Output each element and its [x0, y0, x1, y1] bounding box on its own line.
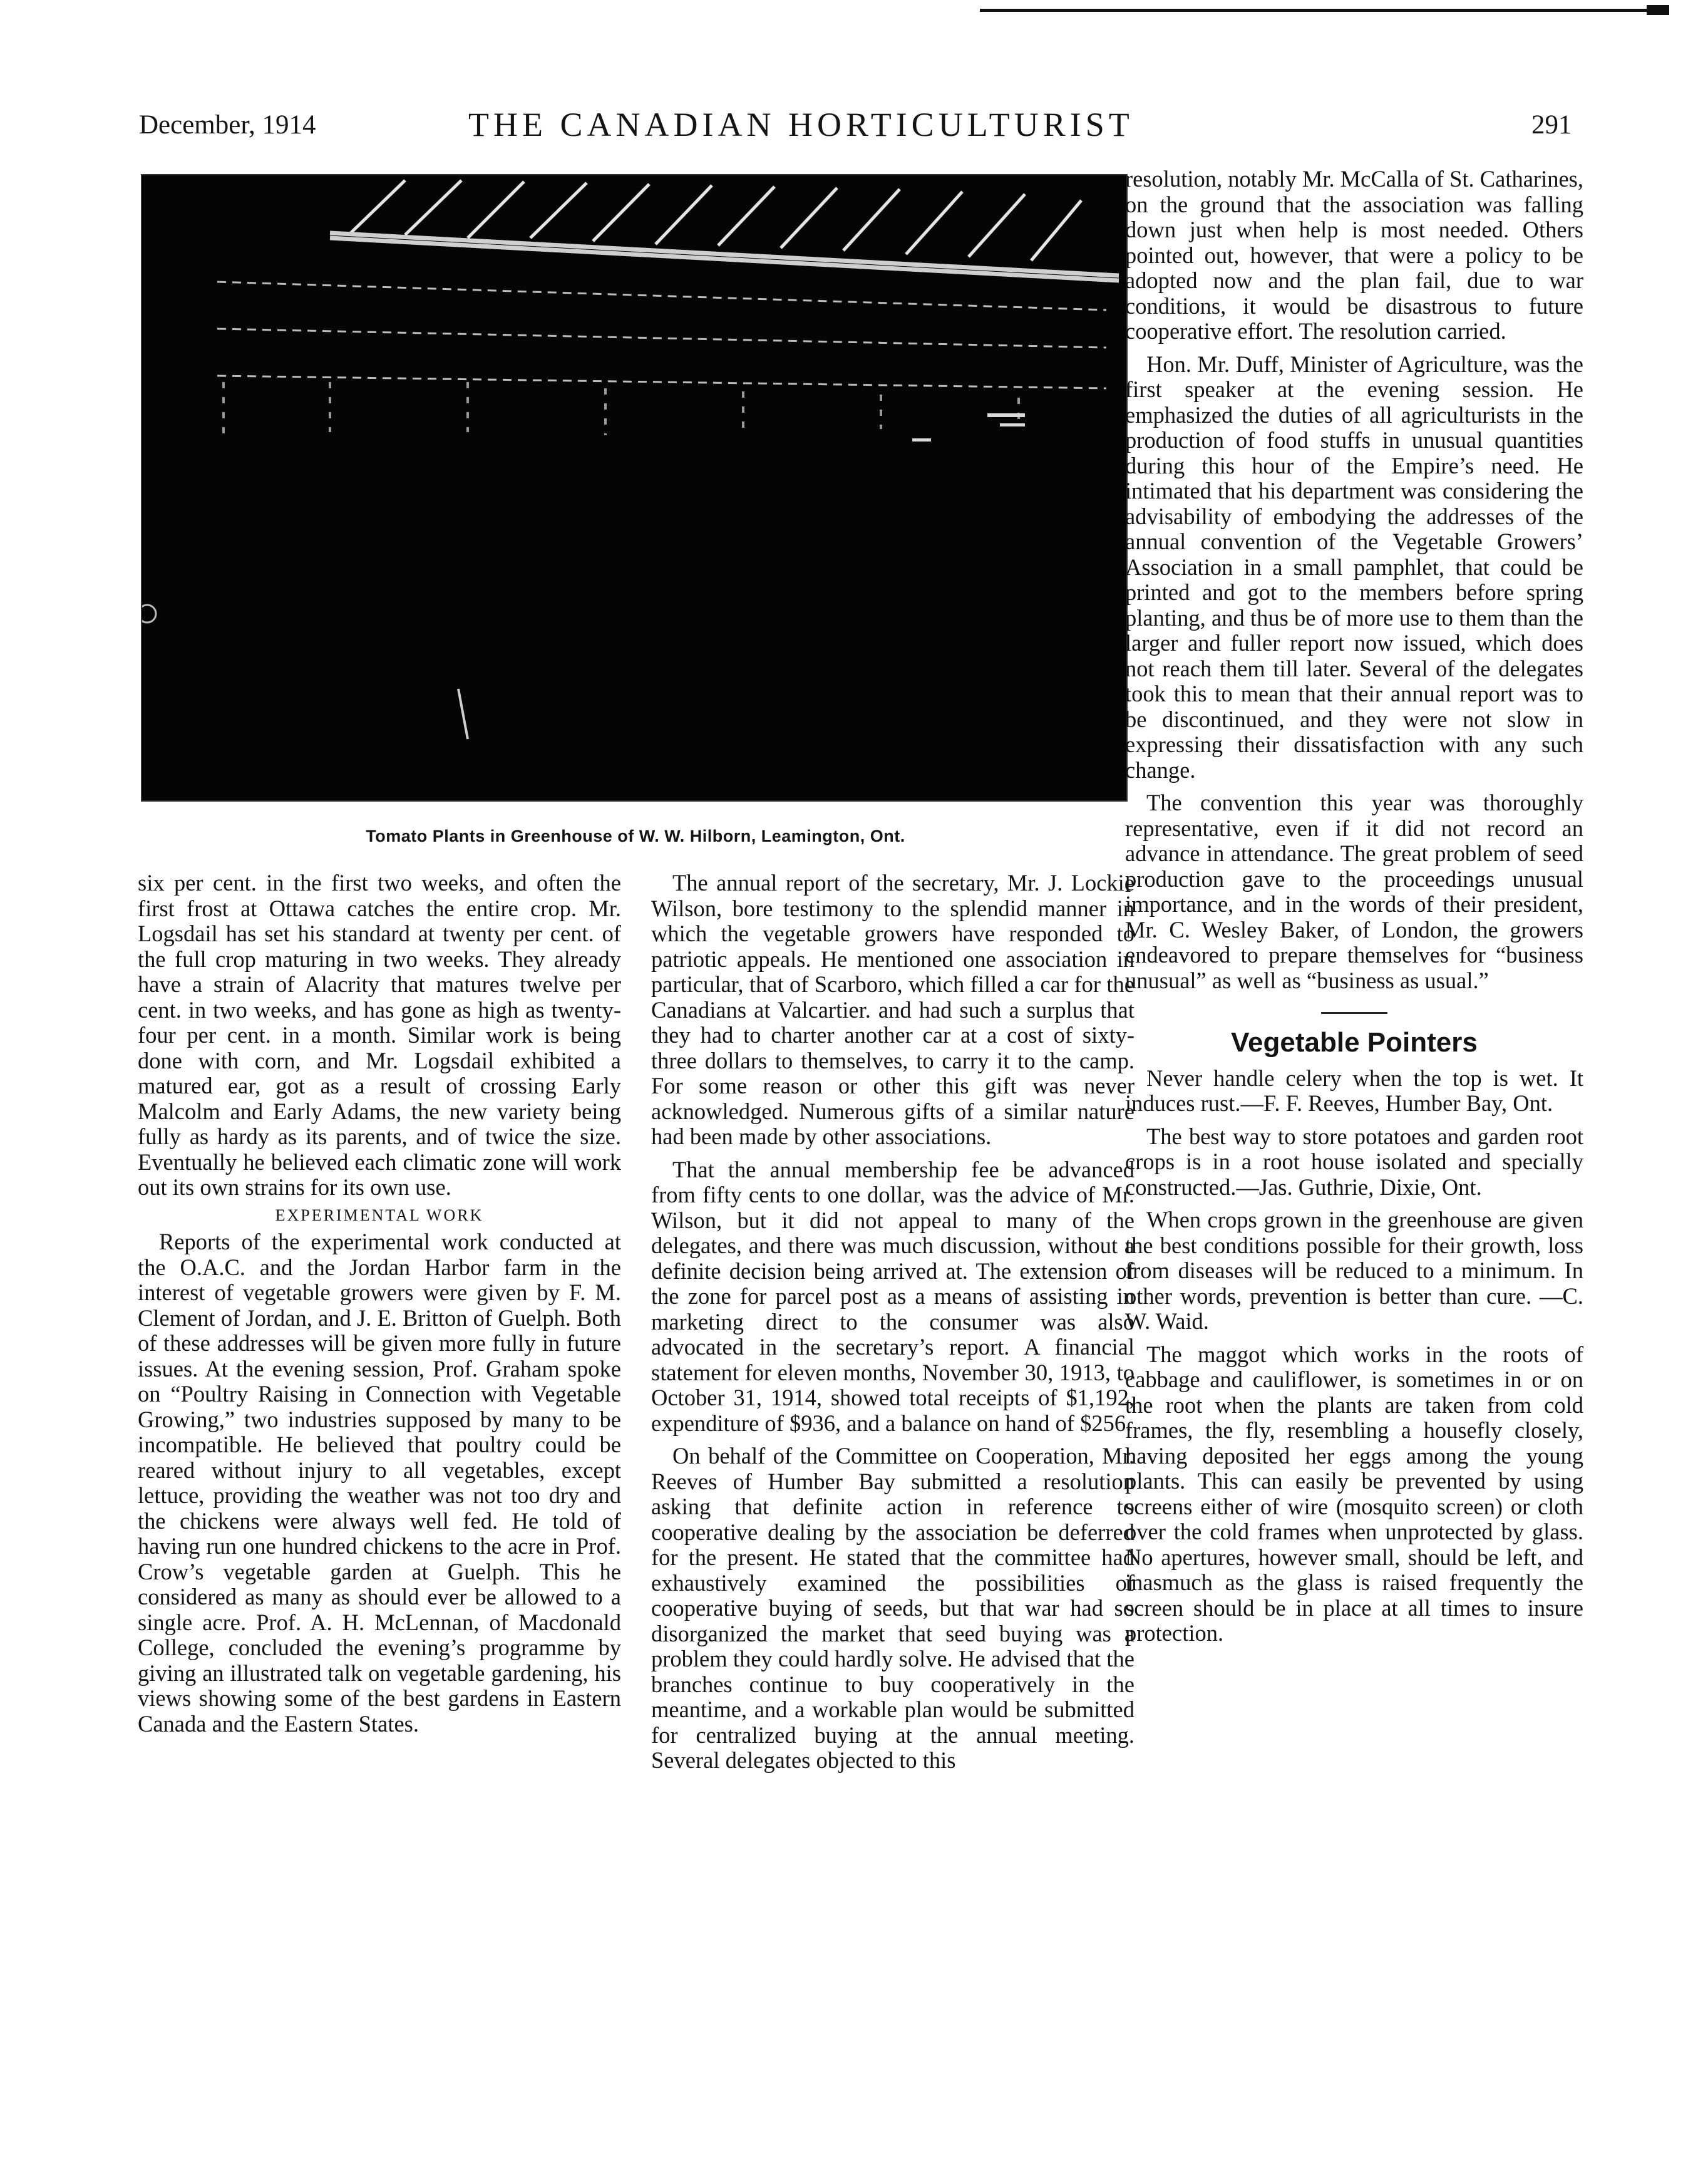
paragraph: On behalf of the Committee on Cooperation, Mr. Reeves of Humber Bay submitted a resolution asking that definite action in reference to cooperative dealing by the association be deferred for the present. He stated that the committee had exhaustively examined the possibilities of cooperative buying of seeds, but that war had so disorganized the market that seed buying was a problem they could hardly solve. He advised that the branches continue to buy cooperatively in the meantime, and a workable plan would be submitted for centralized buying at the annual meeting. Several delegates objected to this — [651, 1443, 1134, 1773]
section-title: Vegetable Pointers — [1231, 1027, 1478, 1058]
tip-paragraph: The best way to store potatoes and garden root crops is in a root house isolated and specially constructed.—Jas. Guthrie, Dixie, Ont. — [1125, 1123, 1583, 1200]
paragraph: Reports of the experimental work conducted at the O.A.C. and the Jordan Harbor farm in the interest of vegetable growers were given by F. M. Clement of Jordan, and J. E. Britton of Guelph. Both of these addresses will be given more fully in future issues. At the evening session, Prof. Graham spoke on “Poultry Raising in Connection with Vegetable Growing,” two industries supposed by many to be incompatible. He believed that poultry could be reared without injury to all vegetables, except lettuce, providing the weather was not too dry and the chickens were always well fed. He told of having run one hundred chickens to the acre in Prof. Crow’s vegetable garden at Guelph. This he considered as many as should ever be allowed to a single acre. Prof. A. H. McLennan, of Macdonald College, concluded the evening’s programme by giving an illustrated talk on vegetable gardening, his views showing some of the best gardens in Eastern Canada and the Eastern States. — [138, 1229, 621, 1737]
paragraph: The convention this year was thoroughly representative, even if it did not record an advance in attendance. The great problem of seed production gave to the proceedings unusual importance, and in the words of their president, Mr. C. Wesley Baker, of London, the growers endeavored to prepare themselves for “business unusual” as well as “business as usual.” — [1125, 790, 1583, 993]
top-rule-end — [1647, 5, 1669, 15]
tip-paragraph: Never handle celery when the top is wet. It induces rust.—F. F. Reeves, Humber Bay, Ont. — [1125, 1065, 1583, 1116]
paragraph: Hon. Mr. Duff, Minister of Agriculture, was the first speaker at the evening session. He emphasized the duties of all agriculturists in the production of food stuffs in unusual quantities during this hour of the Empire’s need. He intimated that his department was considering the advisability of embodying the addresses of the annual convention of the Vegetable Growers’ Association in a small pamphlet, that could be printed and got to the members before spring planting, and thus be of more use to them than the larger and fuller report now issued, which does not reach them till later. Several of the delegates took this to mean that their annual report was to be discontinued, and they were not slow in expressing their dissatisfaction with any such change. — [1125, 351, 1583, 783]
paragraph: resolution, notably Mr. McCalla of St. Catharines, on the ground that the association was falling down just when help is most needed. Others pointed out, however, that were a policy to be adopted now and the plan fail, due to war conditions, it would be disastrous to future cooperative effort. The resolution carried. — [1125, 166, 1583, 344]
column-middle — [651, 870, 1134, 1774]
tip-paragraph: The maggot which works in the roots of cabbage and cauliflower, is sometimes in or on the root when the plants are taken from cold frames, the fly, resembling a housefly closely, having deposited her eggs among the young plants. This can easily be prevented by using screens either of wire (mosquito screen) or cloth over the cold frames when unprotected by glass. No apertures, however small, should be left, and inasmuch as the glass is raised frequently the screen should be in place at all times to insure protection. — [1125, 1341, 1583, 1646]
issue-date: December, 1914 — [139, 110, 316, 140]
column-left — [138, 870, 621, 1737]
column-right — [1125, 167, 1583, 1646]
photo-caption: Tomato Plants in Greenhouse of W. W. Hilborn, Leamington, Ont. — [366, 827, 905, 845]
page-number: 291 — [1531, 110, 1572, 140]
tip-paragraph: When crops grown in the greenhouse are given the best conditions possible for their growth, loss from diseases will be reduced to a minimum. In other words, prevention is better than cure. —C. W. Waid. — [1125, 1207, 1583, 1334]
paragraph: six per cent. in the first two weeks, and often the first frost at Ottawa catches the entire crop. Mr. Logsdail has set his standard at twenty per cent. of the full crop maturing in two weeks. They already have a strain of Alacrity that matures twelve per cent. in two weeks, and has gone as high as twenty-four per cent. in a month. Similar work is being done with corn, and Mr. Logsdail exhibited a matured ear, got as a result of crossing Early Malcolm and Early Adams, the new variety being fully as hardy as its parents, and of twice the size. Eventually he believed each climatic zone will work out its own strains for its own use. — [138, 870, 621, 1200]
greenhouse-photo — [141, 174, 1128, 802]
section-divider — [1321, 1012, 1387, 1014]
paragraph: The annual report of the secretary, Mr. J. Lockie Wilson, bore testimony to the splendid manner in which the vegetable growers have responded to patriotic appeals. He mentioned one association in particular, that of Scarboro, which filled a car for the Canadians at Valcartier. and had such a surplus that they had to charter another car at a cost of sixty-three dollars to themselves, to carry it to the camp. For some reason or other this gift was never acknowledged. Numerous gifts of a similar nature had been made by other associations. — [651, 870, 1134, 1149]
subheading: EXPERIMENTAL WORK — [275, 1206, 484, 1224]
paragraph: That the annual membership fee be advanced from fifty cents to one dollar, was the advice of Mr. Wilson, but it did not appeal to many of the delegates, and there was much discussion, without a definite decision being arrived at. The extension of the zone for parcel post as a means of assisting in marketing direct to the consumer was also advocated in the secretary’s report. A financial statement for eleven months, November 30, 1913, to October 31, 1914, showed total receipts of $1,192, expenditure of $936, and a balance on hand of $256. — [651, 1156, 1134, 1436]
masthead-title: THE CANADIAN HORTICULTURIST — [468, 106, 1134, 143]
top-rule — [980, 9, 1667, 12]
